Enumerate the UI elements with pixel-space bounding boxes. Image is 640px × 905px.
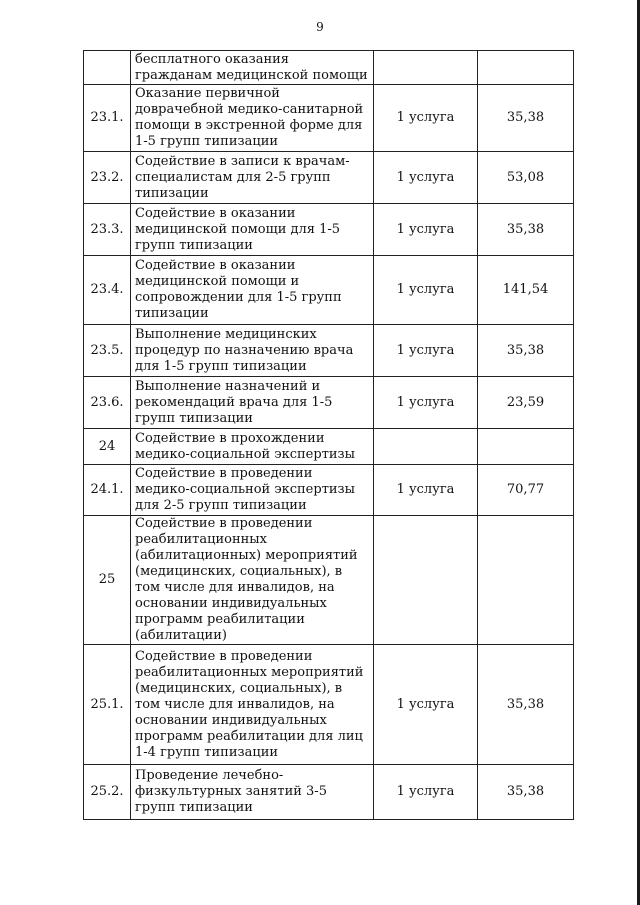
service-name: Содействие в записи к врачам-специалистам для 2-5 групп типизации bbox=[131, 152, 374, 204]
service-name: бесплатного оказания гражданам медицинской помощи bbox=[131, 51, 374, 85]
service-name: Содействие в проведении реабилитационных мероприятий (медицинских, социальных), в том числе для инвалидов, на основании индивидуальных программ реабилитации для лиц 1-4 групп типизации bbox=[131, 645, 374, 765]
service-price bbox=[478, 516, 574, 645]
service-name: Проведение лечебно-физкультурных занятий 3-5 групп типизации bbox=[131, 765, 374, 820]
table-row bbox=[84, 645, 574, 765]
service-name: Содействие в оказании медицинской помощи для 1-5 групп типизации bbox=[131, 204, 374, 256]
row-number: 25.2. bbox=[84, 765, 131, 820]
service-price: 70,77 bbox=[478, 465, 574, 516]
row-number: 23.6. bbox=[84, 377, 131, 429]
service-price: 35,38 bbox=[478, 204, 574, 256]
service-price: 35,38 bbox=[478, 85, 574, 152]
service-price: 23,59 bbox=[478, 377, 574, 429]
service-name: Содействие в оказании медицинской помощи и сопровождении для 1-5 групп типизации bbox=[131, 256, 374, 325]
row-number: 23.3. bbox=[84, 204, 131, 256]
row-number: 23.5. bbox=[84, 325, 131, 377]
service-price: 35,38 bbox=[478, 645, 574, 765]
services-table bbox=[83, 50, 574, 820]
table-row bbox=[84, 516, 574, 645]
service-name: Выполнение назначений и рекомендаций врача для 1-5 групп типизации bbox=[131, 377, 374, 429]
service-name: Оказание первичной доврачебной медико-санитарной помощи в экстренной форме для 1-5 групп типизации bbox=[131, 85, 374, 152]
page-number: 9 bbox=[316, 20, 324, 34]
service-unit bbox=[374, 516, 478, 645]
row-number: 24.1. bbox=[84, 465, 131, 516]
service-price: 141,54 bbox=[478, 256, 574, 325]
table-row bbox=[84, 377, 574, 429]
service-unit: 1 услуга bbox=[374, 765, 478, 820]
service-name: Содействие в прохождении медико-социальной экспертизы bbox=[131, 429, 374, 465]
table-row bbox=[84, 85, 574, 152]
table-row bbox=[84, 325, 574, 377]
service-price: 35,38 bbox=[478, 765, 574, 820]
service-unit: 1 услуга bbox=[374, 377, 478, 429]
row-number: 23.2. bbox=[84, 152, 131, 204]
table-row bbox=[84, 152, 574, 204]
service-name: Содействие в проведении реабилитационных (абилитационных) мероприятий (медицинских, социальных), в том числе для инвалидов, на основании индивидуальных программ реабилитации (абилитации) bbox=[131, 516, 374, 645]
service-unit: 1 услуга bbox=[374, 256, 478, 325]
table-row bbox=[84, 256, 574, 325]
service-unit: 1 услуга bbox=[374, 325, 478, 377]
service-unit bbox=[374, 429, 478, 465]
row-number: 23.4. bbox=[84, 256, 131, 325]
table-row bbox=[84, 765, 574, 820]
service-name: Выполнение медицинских процедур по назначению врача для 1-5 групп типизации bbox=[131, 325, 374, 377]
table-row bbox=[84, 429, 574, 465]
service-unit bbox=[374, 51, 478, 85]
row-number bbox=[84, 51, 131, 85]
service-price bbox=[478, 51, 574, 85]
service-name: Содействие в проведении медико-социальной экспертизы для 2-5 групп типизации bbox=[131, 465, 374, 516]
table-row bbox=[84, 204, 574, 256]
table-row bbox=[84, 465, 574, 516]
service-price: 53,08 bbox=[478, 152, 574, 204]
service-unit: 1 услуга bbox=[374, 465, 478, 516]
service-unit: 1 услуга bbox=[374, 85, 478, 152]
row-number: 24 bbox=[84, 429, 131, 465]
service-unit: 1 услуга bbox=[374, 204, 478, 256]
service-price bbox=[478, 429, 574, 465]
table-row bbox=[84, 51, 574, 85]
row-number: 23.1. bbox=[84, 85, 131, 152]
service-price: 35,38 bbox=[478, 325, 574, 377]
row-number: 25.1. bbox=[84, 645, 131, 765]
service-unit: 1 услуга bbox=[374, 645, 478, 765]
row-number: 25 bbox=[84, 516, 131, 645]
service-unit: 1 услуга bbox=[374, 152, 478, 204]
